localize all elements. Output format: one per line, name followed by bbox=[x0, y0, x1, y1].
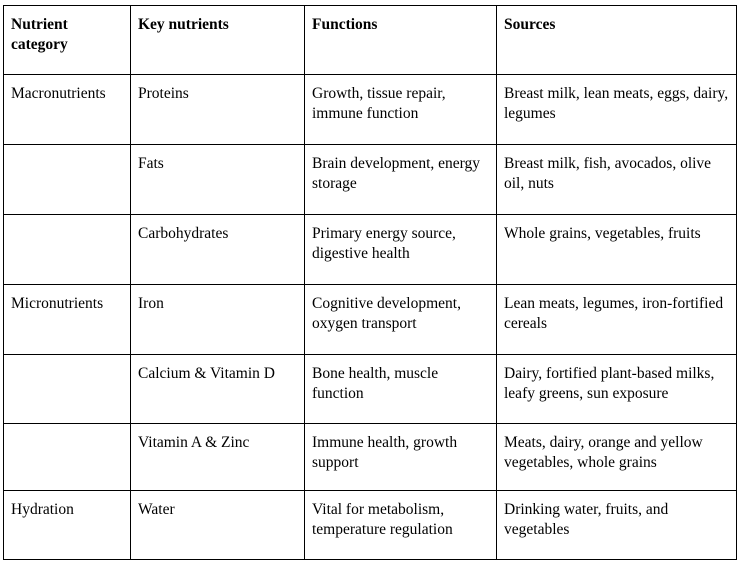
table-row bbox=[4, 75, 737, 145]
category-cell: Macronutrients bbox=[4, 75, 131, 145]
table-row bbox=[4, 355, 737, 424]
functions-cell: Cognitive development, oxygen transport bbox=[305, 285, 497, 355]
header-nutrient-category: Nutrient category bbox=[4, 6, 131, 75]
table-row bbox=[4, 285, 737, 355]
category-cell bbox=[4, 355, 131, 424]
key-nutrient-cell: Carbohydrates bbox=[131, 215, 305, 285]
functions-cell: Bone health, muscle function bbox=[305, 355, 497, 424]
category-cell bbox=[4, 424, 131, 491]
key-nutrient-cell: Iron bbox=[131, 285, 305, 355]
functions-cell: Immune health, growth support bbox=[305, 424, 497, 491]
nutrient-table bbox=[3, 5, 737, 560]
sources-cell: Drinking water, fruits, and vegetables bbox=[497, 491, 737, 560]
sources-cell: Lean meats, legumes, iron-fortified cereals bbox=[497, 285, 737, 355]
sources-cell: Breast milk, lean meats, eggs, dairy, legumes bbox=[497, 75, 737, 145]
header-sources: Sources bbox=[497, 6, 737, 75]
category-cell bbox=[4, 215, 131, 285]
sources-cell: Whole grains, vegetables, fruits bbox=[497, 215, 737, 285]
header-functions: Functions bbox=[305, 6, 497, 75]
functions-cell: Brain development, energy storage bbox=[305, 145, 497, 215]
sources-cell: Breast milk, fish, avocados, olive oil, nuts bbox=[497, 145, 737, 215]
key-nutrient-cell: Fats bbox=[131, 145, 305, 215]
sources-cell: Dairy, fortified plant-based milks, leafy greens, sun exposure bbox=[497, 355, 737, 424]
header-key-nutrients: Key nutrients bbox=[131, 6, 305, 75]
table-row bbox=[4, 215, 737, 285]
key-nutrient-cell: Calcium & Vitamin D bbox=[131, 355, 305, 424]
key-nutrient-cell: Vitamin A & Zinc bbox=[131, 424, 305, 491]
table-row bbox=[4, 145, 737, 215]
table-row bbox=[4, 424, 737, 491]
category-cell bbox=[4, 145, 131, 215]
sources-cell: Meats, dairy, orange and yellow vegetables, whole grains bbox=[497, 424, 737, 491]
table-row bbox=[4, 491, 737, 560]
key-nutrient-cell: Proteins bbox=[131, 75, 305, 145]
category-cell: Hydration bbox=[4, 491, 131, 560]
functions-cell: Primary energy source, digestive health bbox=[305, 215, 497, 285]
category-cell: Micronutrients bbox=[4, 285, 131, 355]
functions-cell: Growth, tissue repair, immune function bbox=[305, 75, 497, 145]
functions-cell: Vital for metabolism, temperature regulation bbox=[305, 491, 497, 560]
table-header-row bbox=[4, 6, 737, 75]
key-nutrient-cell: Water bbox=[131, 491, 305, 560]
